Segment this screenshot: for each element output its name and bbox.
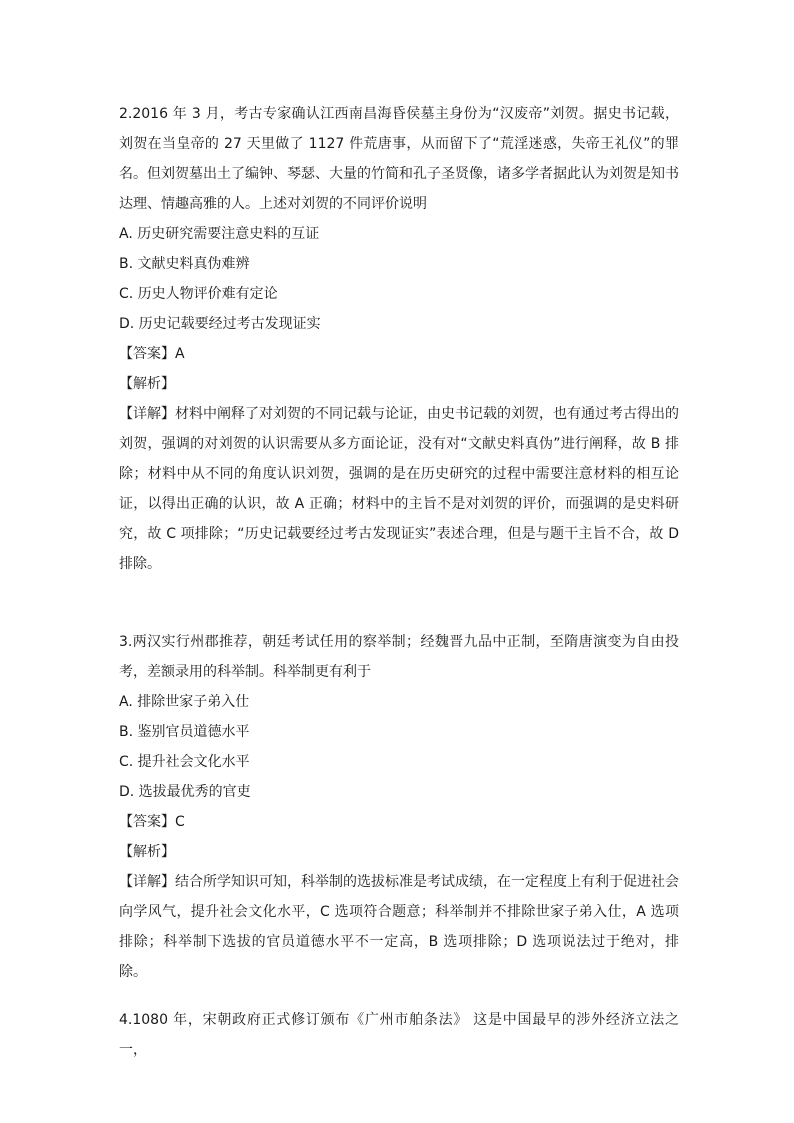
question-2 [119,99,679,579]
question-4 [119,1005,679,1065]
answer-label: 【答案】C [119,814,185,830]
option-c: C. 提升社会文化水平 [119,754,250,770]
detail-explanation: 【详解】材料中阐释了对刘贺的不同记载与论证，由史书记载的刘贺，也有通过考古得出的刘贺，强调的对刘贺的认识需要从多方面论证，没有对“文献史料真伪”进行阐释，故 B 排除；材料中从不同的角度认识刘贺，强调的是在历史研究的过程中需要注意材料的相互论证，以得出正确的认识，故 A 正确；材料中的主旨不是对刘贺的评价，而强调的是史料研究，故 C 项排除；“历史记载要经过考古发现证实”表述合理，但是与题干主旨不合，故 D 排除。 [119,406,679,572]
option-d: D. 选拔最优秀的官吏 [119,784,251,800]
detail-explanation: 【详解】结合所学知识可知，科举制的选拔标准是考试成绩，在一定程度上有利于促进社会向学风气，提升社会文化水平，C 选项符合题意；科举制并不排除世家子弟入仕，A 选项排除；科举制下选拔的官员道德水平不一定高，B 选项排除；D 选项说法过于绝对，排除。 [119,874,679,980]
option-c: C. 历史人物评价难有定论 [119,286,278,302]
answer-label: 【答案】A [119,346,185,362]
option-d: D. 历史记载要经过考古发现证实 [119,316,321,332]
option-b: B. 鉴别官员道德水平 [119,724,250,740]
option-a: A. 排除世家子弟入仕 [119,694,250,710]
option-a: A. 历史研究需要注意史料的互证 [119,226,320,242]
question-stem: 2.2016 年 3 月，考古专家确认江西南昌海昏侯墓主身份为“汉废帝”刘贺。据史书记载，刘贺在当皇帝的 27 天里做了 1127 件荒唐事，从而留下了“荒淫迷惑，失帝王礼仪”的罪名。但刘贺墓出土了编钟、琴瑟、大量的竹简和孔子圣贤像，诸多学者据此认为刘贺是知书达理、情趣高雅的人。上述对刘贺的不同评价说明 [119,106,679,212]
analysis-label: 【解析】 [119,844,175,860]
option-b: B. 文献史料真伪难辨 [119,256,250,272]
question-stem: 4.1080 年，宋朝政府正式修订颁布《广州市舶条法》 这是中国最早的涉外经济立法之一， [119,1012,679,1058]
question-3 [119,627,679,987]
analysis-label: 【解析】 [119,376,175,392]
question-stem: 3.两汉实行州郡推荐，朝廷考试任用的察举制；经魏晋九品中正制，至隋唐演变为自由投考，差额录用的科举制。科举制更有利于 [119,634,679,680]
